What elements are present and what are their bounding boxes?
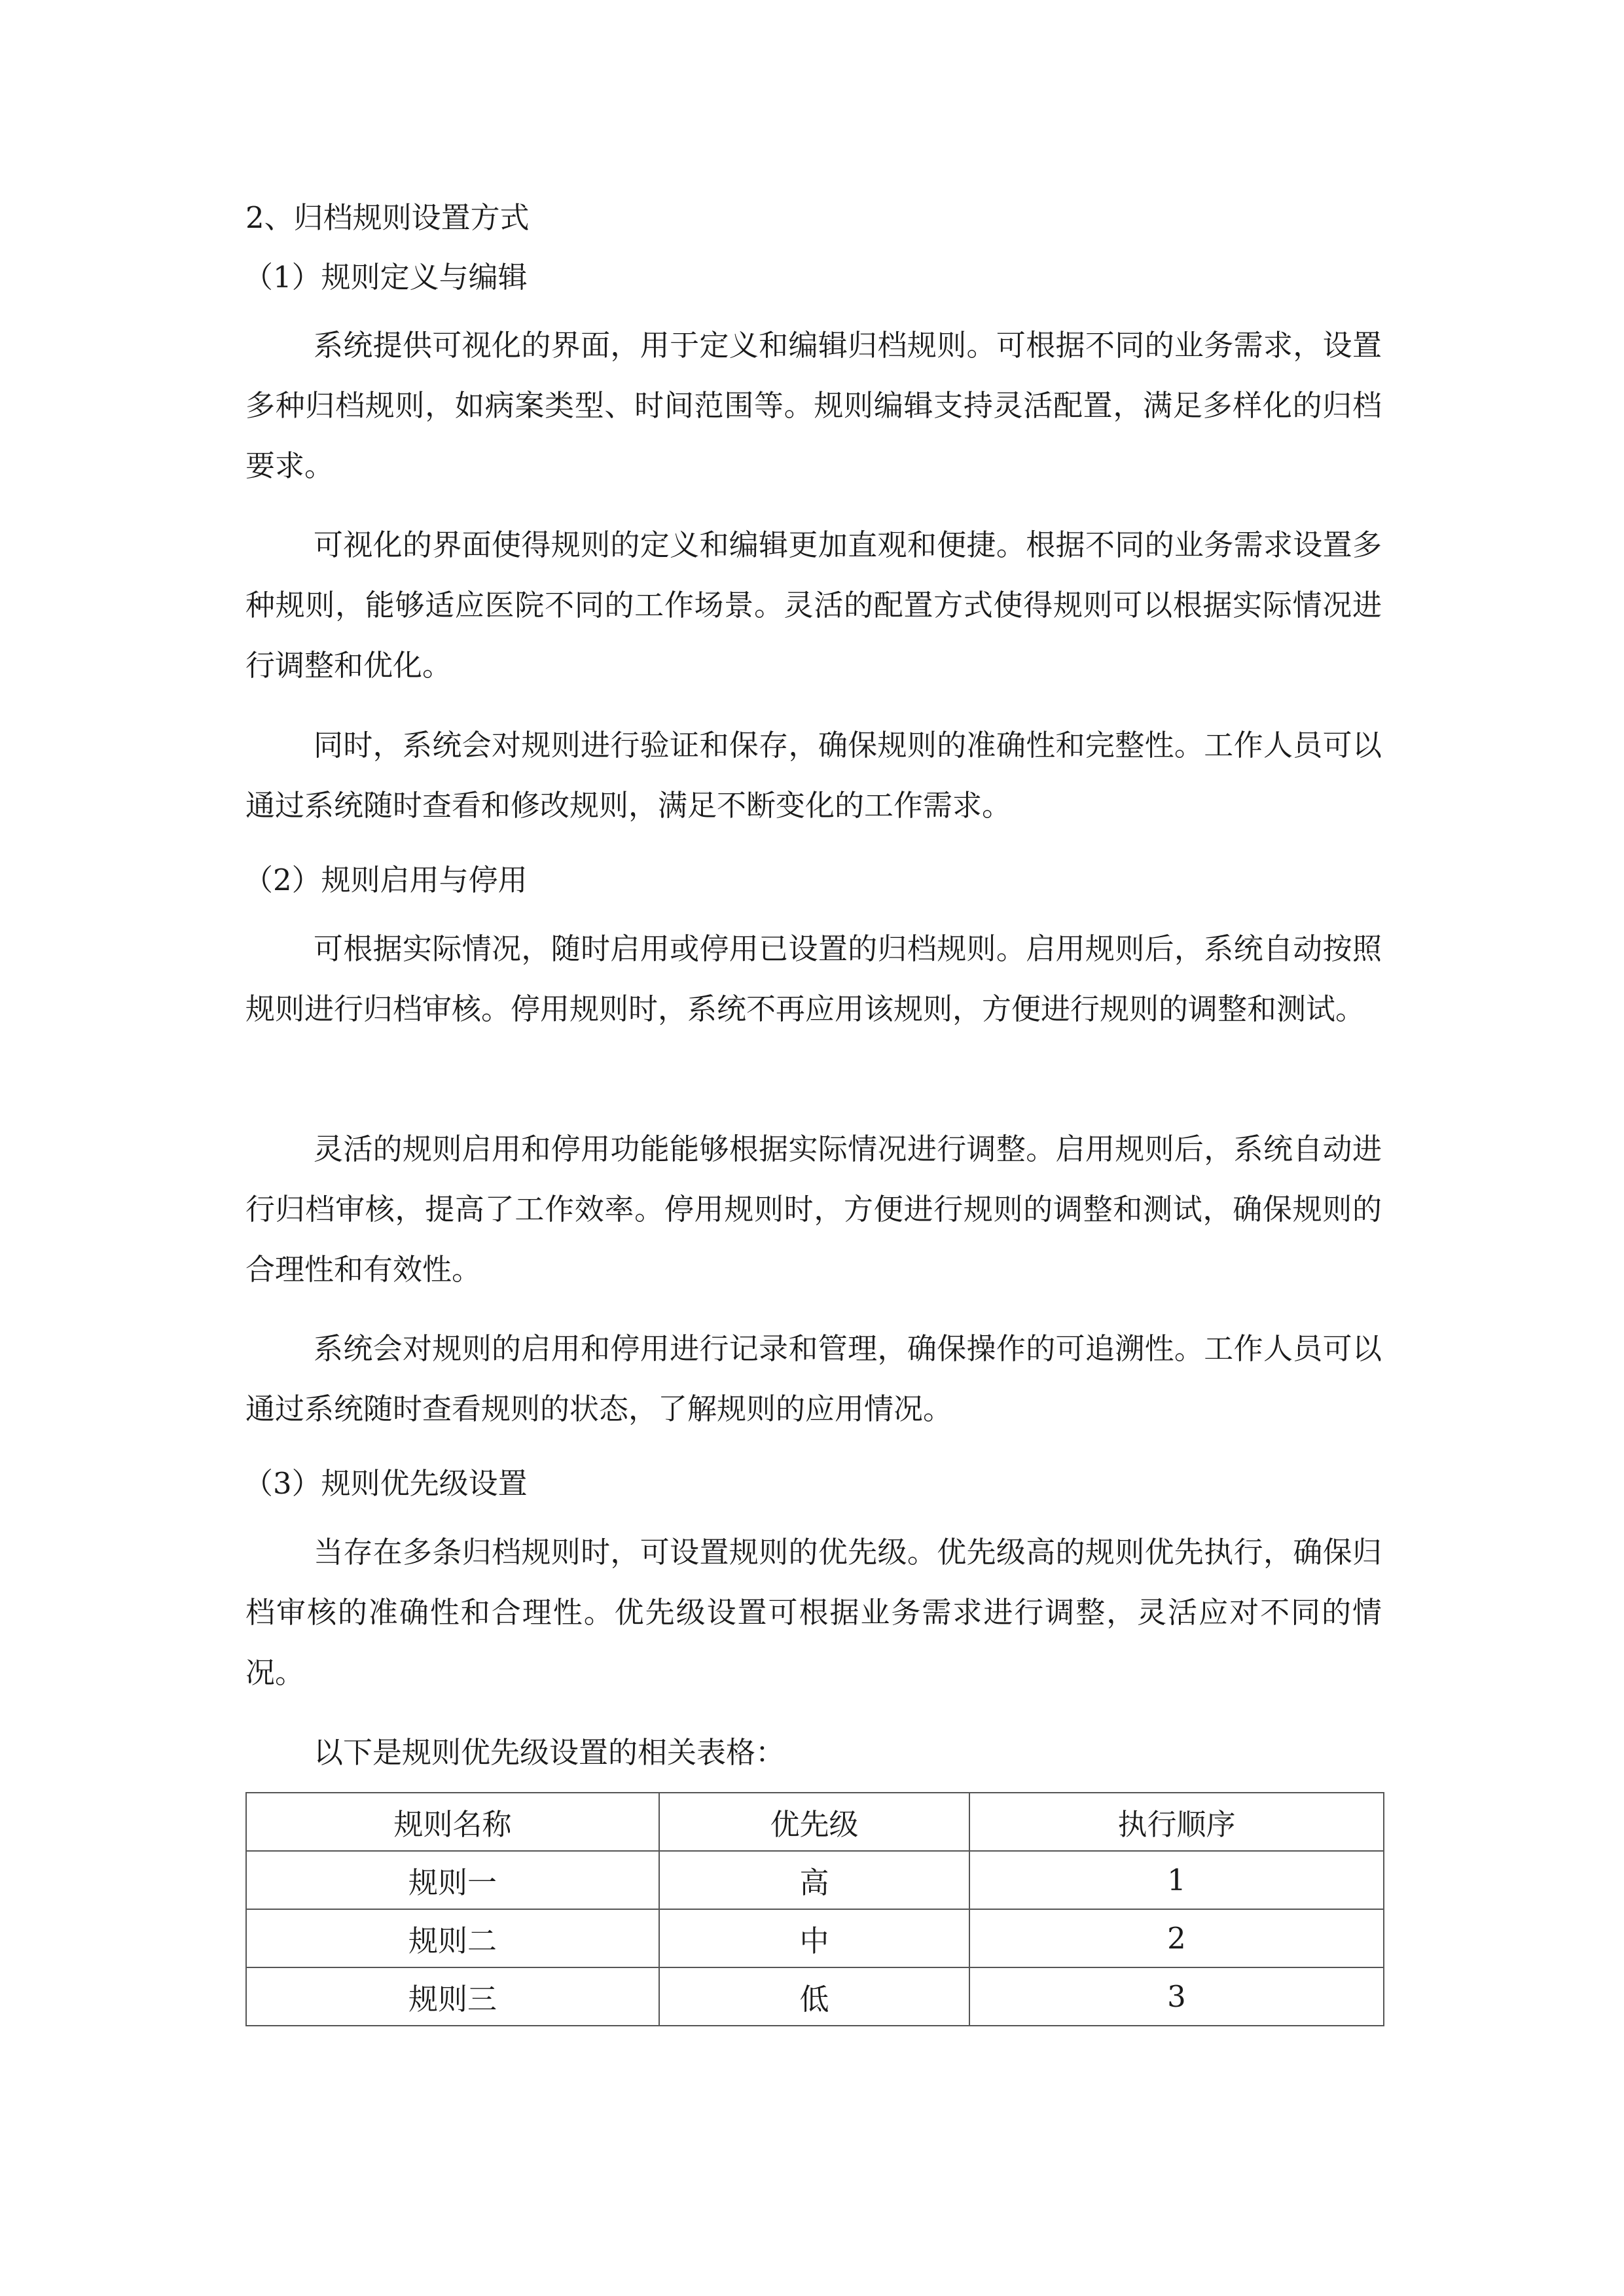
paragraph: 灵活的规则启用和停用功能能够根据实际情况进行调整。启用规则后，系统自动进行归档审核，提高了工作效率。停用规则时，方便进行规则的调整和测试，确保规则的合理性和有效性。 [245,1132,1382,1287]
section-title: 2、归档规则设置方式 [245,200,530,235]
column-header-rule-name: 规则名称 [246,1793,659,1851]
paragraph: 同时，系统会对规则进行验证和保存，确保规则的准确性和完整性。工作人员可以通过系统随时查看和修改规则，满足不断变化的工作需求。 [245,728,1382,823]
subsection-heading-2: （2）规则启用与停用 [244,863,528,897]
table-header-row [246,1793,1384,1851]
column-header-order: 执行顺序 [969,1793,1384,1851]
paragraph: 可根据实际情况，随时启用或停用已设置的归档规则。启用规则后，系统自动按照规则进行归档审核。停用规则时，系统不再应用该规则，方便进行规则的调整和测试。 [245,931,1382,1026]
paragraph: 系统提供可视化的界面，用于定义和编辑归档规则。可根据不同的业务需求，设置多种归档规则，如病案类型、时间范围等。规则编辑支持灵活配置，满足多样化的归档要求。 [245,328,1382,483]
table-cell: 规则二 [246,1909,659,1967]
paragraph: 系统会对规则的启用和停用进行记录和管理，确保操作的可追溯性。工作人员可以通过系统随时查看规则的状态，了解规则的应用情况。 [245,1331,1382,1426]
table-cell: 中 [659,1909,969,1967]
table-row [246,1851,1384,1909]
table-row [246,1967,1384,2026]
paragraph: 可视化的界面使得规则的定义和编辑更加直观和便捷。根据不同的业务需求设置多种规则，能够适应医院不同的工作场景。灵活的配置方式使得规则可以根据实际情况进行调整和优化。 [245,528,1382,683]
paragraph: 以下是规则优先级设置的相关表格： [314,1735,785,1770]
table-cell: 2 [969,1909,1384,1967]
table-row [246,1909,1384,1967]
column-header-priority: 优先级 [659,1793,969,1851]
paragraph: 当存在多条归档规则时，可设置规则的优先级。优先级高的规则优先执行，确保归档审核的准确性和合理性。优先级设置可根据业务需求进行调整，灵活应对不同的情况。 [245,1535,1382,1690]
table-cell: 3 [969,1967,1384,2026]
subsection-heading-1: （1）规则定义与编辑 [244,260,528,295]
table-cell: 1 [969,1851,1384,1909]
rule-priority-table [245,1792,1384,2026]
table-cell: 规则三 [246,1967,659,2026]
table-cell: 高 [659,1851,969,1909]
table-cell: 低 [659,1967,969,2026]
subsection-heading-3: （3）规则优先级设置 [244,1466,528,1501]
table-cell: 规则一 [246,1851,659,1909]
